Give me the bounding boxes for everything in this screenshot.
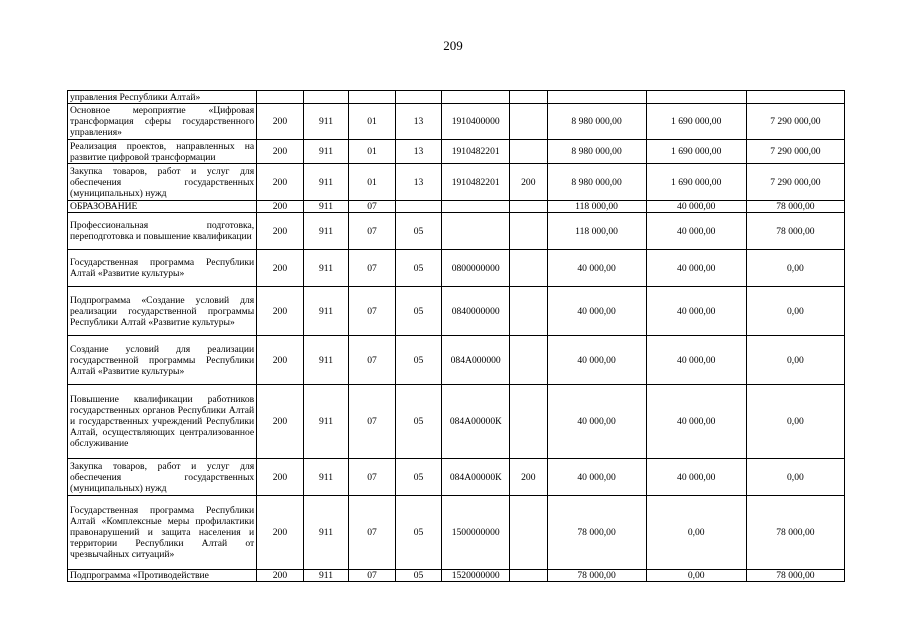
cell-target-article: 0840000000 [442, 287, 510, 336]
row-name: Закупка товаров, работ и услуг для обеспечения государственных (муниципальных) нужд [68, 459, 257, 496]
cell-sum-3: 78 000,00 [746, 213, 844, 250]
cell-expense-type [510, 385, 547, 459]
cell-sum-2: 0,00 [646, 496, 746, 570]
cell-expense-type [510, 213, 547, 250]
cell-ved: 911 [303, 496, 349, 570]
cell-target-article: 1520000000 [442, 570, 510, 582]
cell-subsection: 13 [395, 140, 442, 164]
cell-ved: 911 [303, 250, 349, 287]
cell-expense-type: 200 [510, 459, 547, 496]
cell-ved: 911 [303, 287, 349, 336]
row-name: Реализация проектов, направленных на развитие цифровой трансформации [68, 140, 257, 164]
cell-subsection: 13 [395, 104, 442, 140]
cell-sum-2: 0,00 [646, 570, 746, 582]
cell-grbs [257, 91, 304, 104]
cell-sum-1: 78 000,00 [547, 570, 646, 582]
cell-sum-3 [746, 91, 844, 104]
table-row [68, 570, 845, 582]
cell-subsection [395, 91, 442, 104]
cell-subsection: 05 [395, 496, 442, 570]
cell-ved: 911 [303, 164, 349, 201]
cell-section: 07 [349, 336, 396, 385]
row-name: Подпрограмма «Создание условий для реализации государственной программы Республики Алтай «Развитие культуры» [68, 287, 257, 336]
cell-sum-1: 8 980 000,00 [547, 104, 646, 140]
cell-sum-3: 78 000,00 [746, 570, 844, 582]
cell-section: 07 [349, 287, 396, 336]
budget-table [67, 90, 845, 582]
cell-sum-1: 40 000,00 [547, 250, 646, 287]
cell-grbs: 200 [257, 459, 304, 496]
cell-expense-type [510, 91, 547, 104]
cell-expense-type [510, 104, 547, 140]
cell-target-article: 1910482201 [442, 164, 510, 201]
row-name: Государственная программа Республики Алтай «Комплексные меры профилактики правонарушений и защита населения и территории Республики Алтай от чрезвычайных ситуаций» [68, 496, 257, 570]
cell-target-article [442, 213, 510, 250]
cell-ved: 911 [303, 140, 349, 164]
cell-ved [303, 91, 349, 104]
cell-sum-2: 40 000,00 [646, 201, 746, 213]
cell-subsection: 05 [395, 459, 442, 496]
cell-section: 01 [349, 140, 396, 164]
cell-sum-2 [646, 91, 746, 104]
cell-sum-1 [547, 91, 646, 104]
cell-subsection: 05 [395, 250, 442, 287]
cell-sum-3: 7 290 000,00 [746, 164, 844, 201]
cell-sum-1: 8 980 000,00 [547, 164, 646, 201]
table-row [68, 385, 845, 459]
cell-sum-1: 118 000,00 [547, 213, 646, 250]
cell-section: 07 [349, 250, 396, 287]
cell-grbs: 200 [257, 164, 304, 201]
row-name: ОБРАЗОВАНИЕ [68, 201, 257, 213]
cell-grbs: 200 [257, 496, 304, 570]
cell-target-article: 084А00000К [442, 459, 510, 496]
cell-subsection: 05 [395, 287, 442, 336]
cell-sum-2: 40 000,00 [646, 336, 746, 385]
cell-sum-1: 78 000,00 [547, 496, 646, 570]
page-number: 209 [443, 38, 463, 53]
row-name: Государственная программа Республики Алтай «Развитие культуры» [68, 250, 257, 287]
row-name: Закупка товаров, работ и услуг для обеспечения государственных (муниципальных) нужд [68, 164, 257, 201]
row-name: Основное мероприятие «Цифровая трансформация сферы государственного управления» [68, 104, 257, 140]
cell-sum-3: 7 290 000,00 [746, 104, 844, 140]
cell-target-article [442, 201, 510, 213]
cell-ved: 911 [303, 336, 349, 385]
cell-grbs: 200 [257, 104, 304, 140]
cell-ved: 911 [303, 385, 349, 459]
table-row [68, 104, 845, 140]
cell-target-article: 1500000000 [442, 496, 510, 570]
table-row [68, 91, 845, 104]
cell-expense-type [510, 570, 547, 582]
table-row [68, 287, 845, 336]
cell-sum-1: 8 980 000,00 [547, 140, 646, 164]
cell-ved: 911 [303, 104, 349, 140]
cell-section: 07 [349, 201, 396, 213]
cell-sum-2: 40 000,00 [646, 287, 746, 336]
cell-sum-1: 40 000,00 [547, 287, 646, 336]
cell-subsection: 13 [395, 164, 442, 201]
cell-sum-3: 7 290 000,00 [746, 140, 844, 164]
cell-ved: 911 [303, 201, 349, 213]
cell-ved: 911 [303, 213, 349, 250]
cell-grbs: 200 [257, 570, 304, 582]
cell-section: 07 [349, 496, 396, 570]
cell-target-article: 1910400000 [442, 104, 510, 140]
cell-expense-type [510, 201, 547, 213]
cell-section: 01 [349, 164, 396, 201]
cell-grbs: 200 [257, 250, 304, 287]
cell-subsection: 05 [395, 336, 442, 385]
cell-grbs: 200 [257, 201, 304, 213]
table-row [68, 496, 845, 570]
cell-expense-type [510, 496, 547, 570]
cell-sum-2: 1 690 000,00 [646, 140, 746, 164]
row-name: управления Республики Алтай» [68, 91, 257, 104]
table-row [68, 336, 845, 385]
cell-sum-1: 40 000,00 [547, 385, 646, 459]
cell-sum-2: 40 000,00 [646, 213, 746, 250]
table-row [68, 201, 845, 213]
cell-section: 01 [349, 104, 396, 140]
cell-section: 07 [349, 459, 396, 496]
cell-grbs: 200 [257, 385, 304, 459]
cell-sum-3: 0,00 [746, 459, 844, 496]
cell-subsection [395, 201, 442, 213]
cell-sum-3: 0,00 [746, 287, 844, 336]
row-name: Профессиональная подготовка, переподготовка и повышение квалификации [68, 213, 257, 250]
cell-expense-type [510, 287, 547, 336]
cell-subsection: 05 [395, 570, 442, 582]
cell-sum-3: 0,00 [746, 250, 844, 287]
table-row [68, 164, 845, 201]
cell-expense-type [510, 140, 547, 164]
cell-expense-type [510, 336, 547, 385]
cell-target-article: 1910482201 [442, 140, 510, 164]
cell-grbs: 200 [257, 287, 304, 336]
cell-target-article [442, 91, 510, 104]
cell-sum-2: 40 000,00 [646, 385, 746, 459]
cell-sum-3: 0,00 [746, 336, 844, 385]
cell-sum-2: 40 000,00 [646, 250, 746, 287]
cell-sum-3: 78 000,00 [746, 496, 844, 570]
table-row [68, 250, 845, 287]
cell-grbs: 200 [257, 336, 304, 385]
row-name: Повышение квалификации работников государственных органов Республики Алтай и государственных учреждений Республики Алтай, осуществляющих централизованное обслуживание [68, 385, 257, 459]
cell-sum-3: 0,00 [746, 385, 844, 459]
cell-sum-1: 40 000,00 [547, 459, 646, 496]
row-name: Подпрограмма «Противодействие [68, 570, 257, 582]
table-row [68, 213, 845, 250]
cell-ved: 911 [303, 459, 349, 496]
cell-section [349, 91, 396, 104]
cell-section: 07 [349, 385, 396, 459]
cell-sum-1: 40 000,00 [547, 336, 646, 385]
cell-target-article: 084А00000К [442, 385, 510, 459]
cell-sum-2: 1 690 000,00 [646, 164, 746, 201]
row-name: Создание условий для реализации государственной программы Республики Алтай «Развитие культуры» [68, 336, 257, 385]
cell-section: 07 [349, 213, 396, 250]
cell-expense-type: 200 [510, 164, 547, 201]
cell-subsection: 05 [395, 213, 442, 250]
cell-sum-2: 1 690 000,00 [646, 104, 746, 140]
cell-sum-2: 40 000,00 [646, 459, 746, 496]
cell-target-article: 084А000000 [442, 336, 510, 385]
cell-sum-3: 78 000,00 [746, 201, 844, 213]
cell-ved: 911 [303, 570, 349, 582]
cell-expense-type [510, 250, 547, 287]
table-row [68, 459, 845, 496]
cell-sum-1: 118 000,00 [547, 201, 646, 213]
cell-grbs: 200 [257, 213, 304, 250]
table-row [68, 140, 845, 164]
cell-grbs: 200 [257, 140, 304, 164]
cell-subsection: 05 [395, 385, 442, 459]
cell-target-article: 0800000000 [442, 250, 510, 287]
cell-section: 07 [349, 570, 396, 582]
